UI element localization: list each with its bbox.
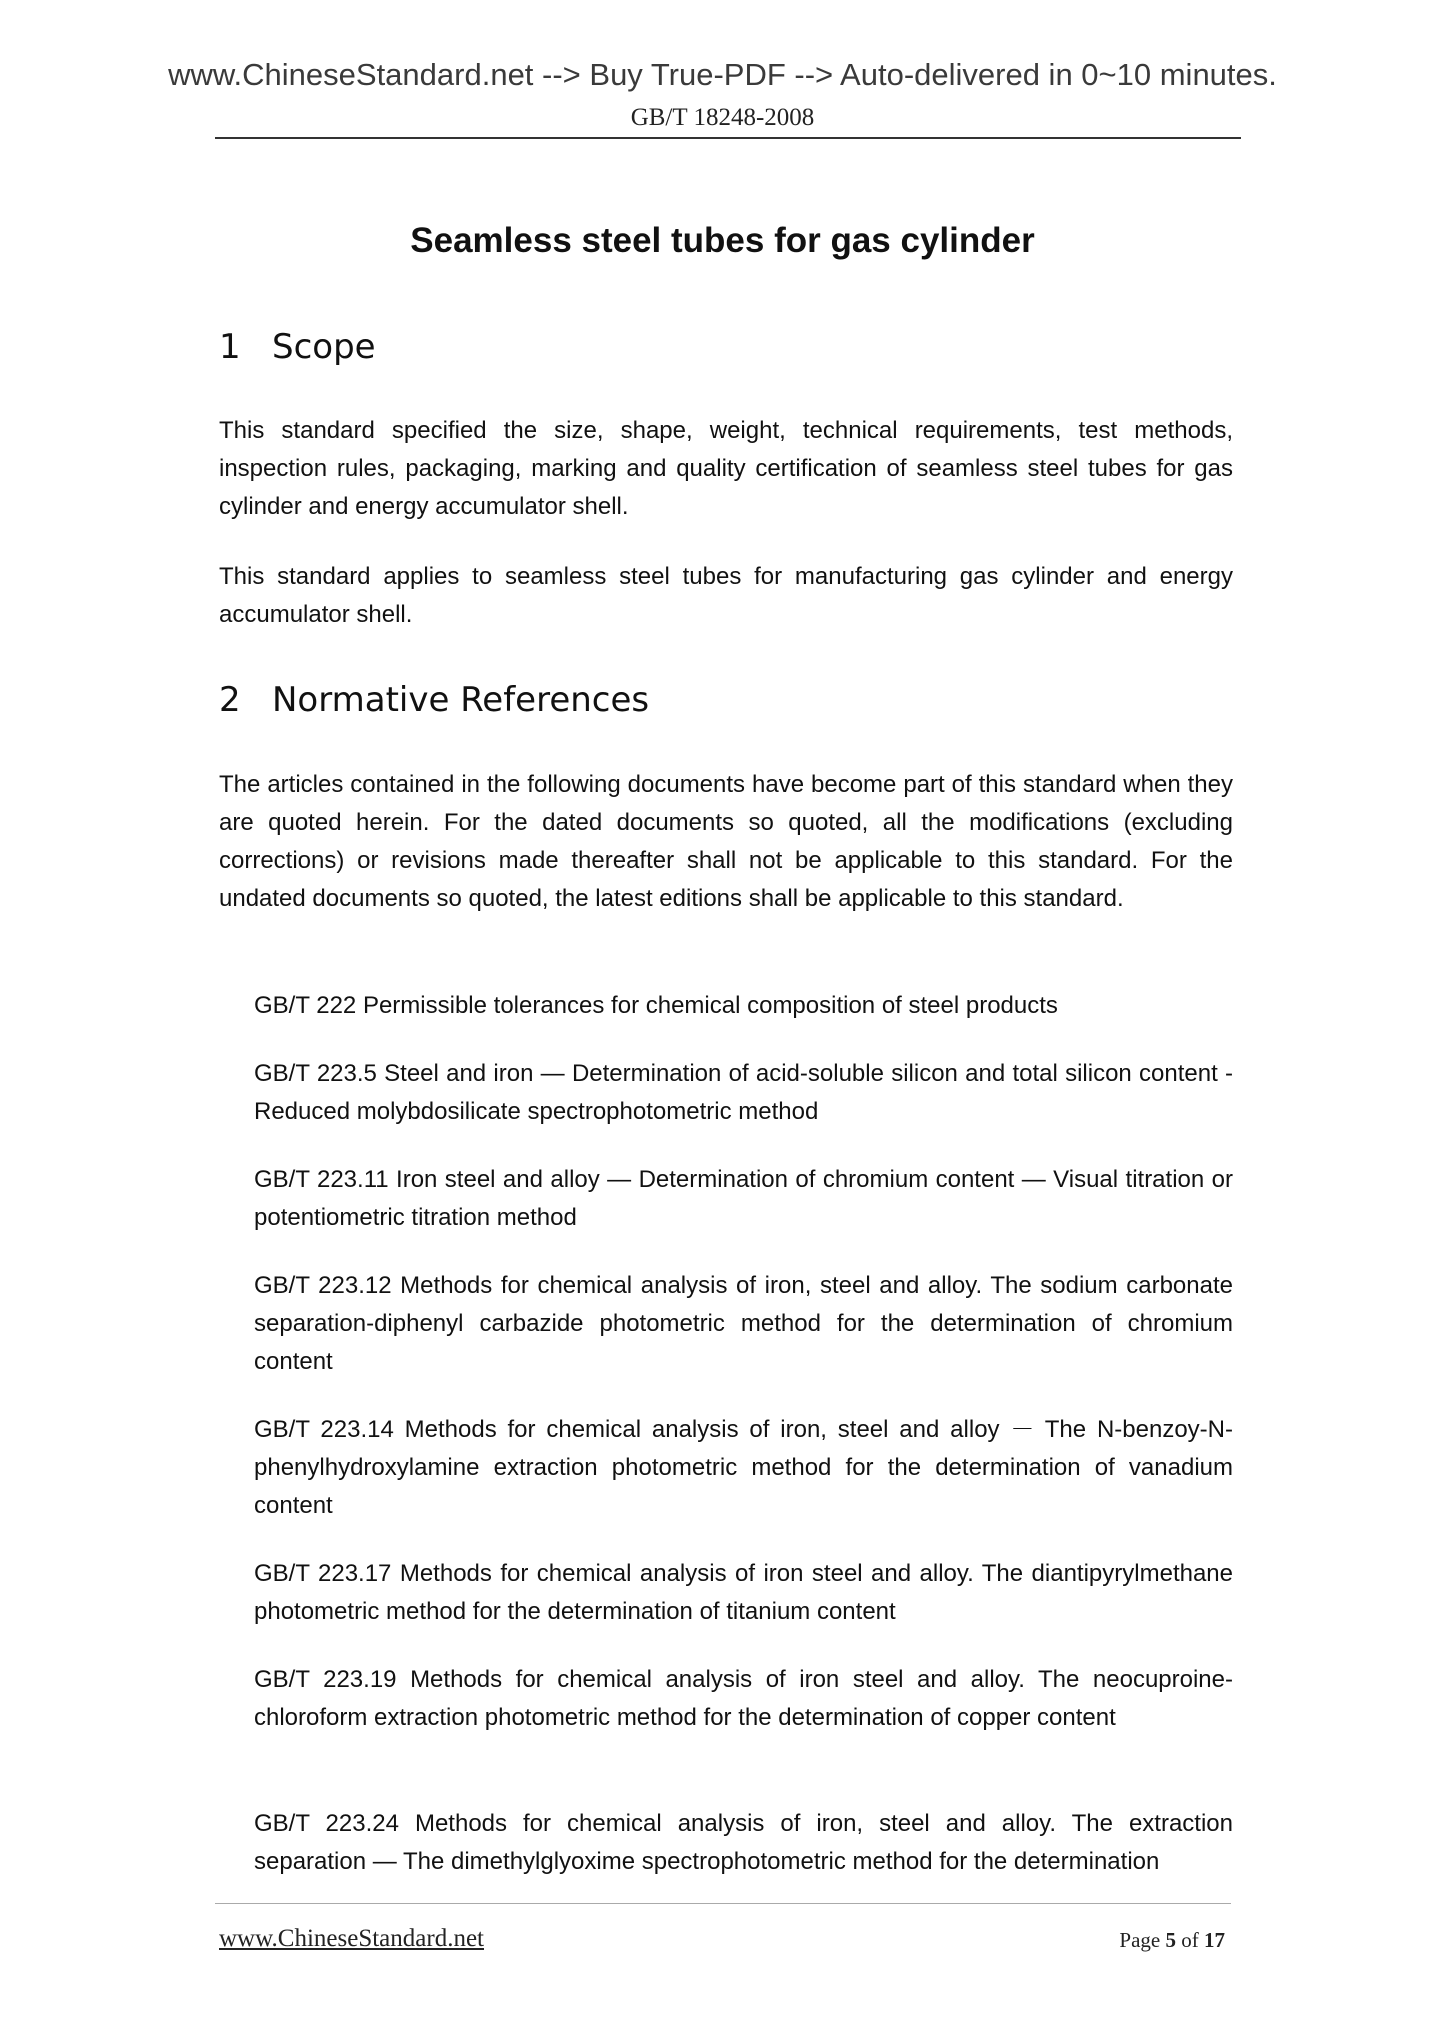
page-of-word: of	[1181, 1928, 1199, 1952]
reference-item: GB/T 222 Permissible tolerances for chemical composition of steel products	[254, 992, 1058, 1019]
section-number: 1	[219, 327, 241, 367]
page-total: 17	[1204, 1928, 1225, 1952]
promo-banner[interactable]: www.ChineseStandard.net --> Buy True-PDF --> Auto-delivered in 0~10 minutes.	[168, 57, 1277, 92]
reference-item: GB/T 223.5 Steel and iron — Determination of acid-soluble silicon and total silicon content - Reduced molybdosilicate spectrophotometric method	[254, 1060, 1233, 1125]
scope-paragraph: This standard specified the size, shape, weight, technical requirements, test methods, inspection rules, packaging, marking and quality certification of seamless steel tubes for gas cylinder and energy accumulator shell.	[219, 417, 1233, 520]
page-word: Page	[1119, 1928, 1161, 1952]
page-indicator	[1119, 1928, 1225, 1953]
section-heading-label: Normative References	[272, 680, 650, 720]
reference-item: GB/T 223.17 Methods for chemical analysis of iron steel and alloy. The diantipyrylmethane photometric method for the determination of titanium content	[254, 1560, 1233, 1625]
footer-rule	[215, 1903, 1231, 1904]
section-number: 2	[219, 680, 241, 720]
header-rule	[215, 137, 1241, 139]
reference-item: GB/T 223.14 Methods for chemical analysis of iron, steel and alloy － The N-benzoy-N-phenylhydroxylamine extraction photometric method for the determination of vanadium content	[254, 1416, 1233, 1519]
page-current: 5	[1165, 1928, 1176, 1952]
document-title: Seamless steel tubes for gas cylinder	[410, 221, 1035, 260]
standard-number: GB/T 18248-2008	[630, 104, 815, 131]
reference-item: GB/T 223.19 Methods for chemical analysis of iron steel and alloy. The neocuproine-chloroform extraction photometric method for the determination of copper content	[254, 1666, 1233, 1731]
reference-item: GB/T 223.11 Iron steel and alloy — Determination of chromium content — Visual titration or potentiometric titration method	[254, 1166, 1233, 1231]
normative-intro-paragraph: The articles contained in the following documents have become part of this standard when they are quoted herein. For the dated documents so quoted, all the modifications (excluding corrections) or revisions made thereafter shall not be applicable to this standard. For the undated documents so quoted, the latest editions shall be applicable to this standard.	[219, 771, 1233, 912]
scope-paragraph: This standard applies to seamless steel tubes for manufacturing gas cylinder and energy accumulator shell.	[219, 563, 1233, 628]
footer-link[interactable]: www.ChineseStandard.net	[219, 1925, 484, 1952]
reference-item: GB/T 223.12 Methods for chemical analysis of iron, steel and alloy. The sodium carbonate separation-diphenyl carbazide photometric method for the determination of chromium content	[254, 1272, 1233, 1375]
reference-item: GB/T 223.24 Methods for chemical analysis of iron, steel and alloy. The extraction separation — The dimethylglyoxime spectrophotometric method for the determination	[254, 1810, 1233, 1875]
section-heading-label: Scope	[272, 327, 376, 367]
section-heading-normative-references	[219, 680, 649, 720]
section-heading-scope	[219, 327, 376, 367]
